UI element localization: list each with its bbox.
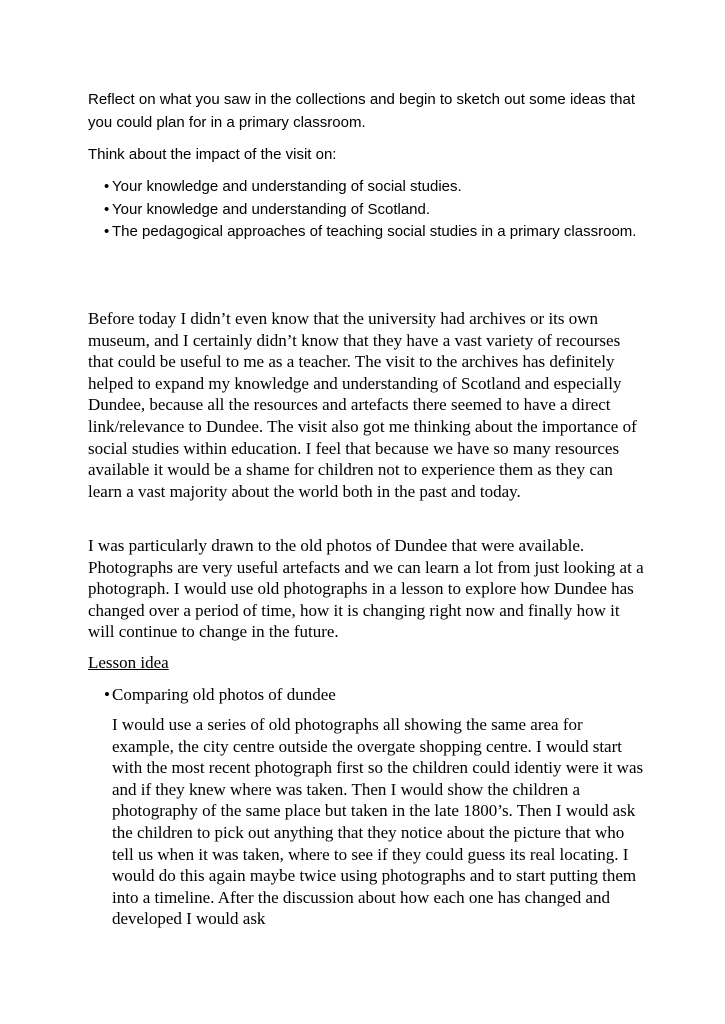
bullet-icon: • — [104, 200, 110, 218]
bullet-icon: • — [104, 223, 110, 240]
bullet-icon: • — [104, 685, 110, 704]
response-paragraph-1: Before today I didn’t even know that the university had archives or its own museum, and I certainly didn’t know that they have a vast variety of recourses that could be useful to me as a teacher. The visit to the archives has definitely helped to expand my knowledge and understanding of Scotland and especially Dundee, because all the resources and artefacts there seemed to have a direct link/relevance to Dundee. The visit also got me thinking about the importance of social studies within education. I feel that because we have so many resources available it would be a shame for children not to experience them as they can learn a vast majority about the world both in the past and today. — [88, 309, 637, 501]
prompt-bullet-text: The pedagogical approaches of teaching social studies in a primary classroom. — [112, 223, 637, 240]
prompt-bullet-item — [88, 199, 648, 222]
lesson-description: I would use a series of old photographs all showing the same area for example, the city centre outside the overgate shopping centre. I would start with the most recent photograph first so the children could identiy were it was and if they knew where was taken. Then I would show the children a photography of the same place but taken in the late 1800’s. Then I would ask the children to pick out anything that they notice about the picture that who tell us when it was taken, where to see if they could guess its real locating. I would do this again maybe twice using photographs and to start putting them into a timeline. After the discussion about how each one has changed and developed I would ask — [112, 715, 644, 929]
prompt-bullet-text: Your knowledge and understanding of social studies. — [112, 178, 462, 195]
prompt-bullet-text: Your knowledge and understanding of Scotland. — [112, 200, 431, 218]
prompt-lead: Think about the impact of the visit on: — [88, 146, 337, 163]
response-paragraph-2: I was particularly drawn to the old photos of Dundee that were available. Photographs are very useful artefacts and we can learn a lot from just looking at a photograph. I would use old photographs in a lesson to explore how Dundee has changed over a period of time, how it is changing right now and finally how it will continue to change in the future. — [88, 536, 644, 642]
lesson-bullet-text: Comparing old photos of dundee — [112, 685, 336, 704]
lesson-bullet-item — [88, 684, 648, 706]
lesson-bullet-list — [88, 684, 648, 706]
prompt-bullet-item — [88, 221, 648, 244]
prompt-intro: Reflect on what you saw in the collections and begin to sketch out some ideas that you could plan for in a primary classroom. — [88, 91, 635, 131]
bullet-icon: • — [104, 178, 110, 195]
prompt-bullet-list — [88, 176, 648, 244]
prompt-bullet-item — [88, 176, 648, 199]
lesson-idea-heading: Lesson idea — [88, 653, 169, 672]
